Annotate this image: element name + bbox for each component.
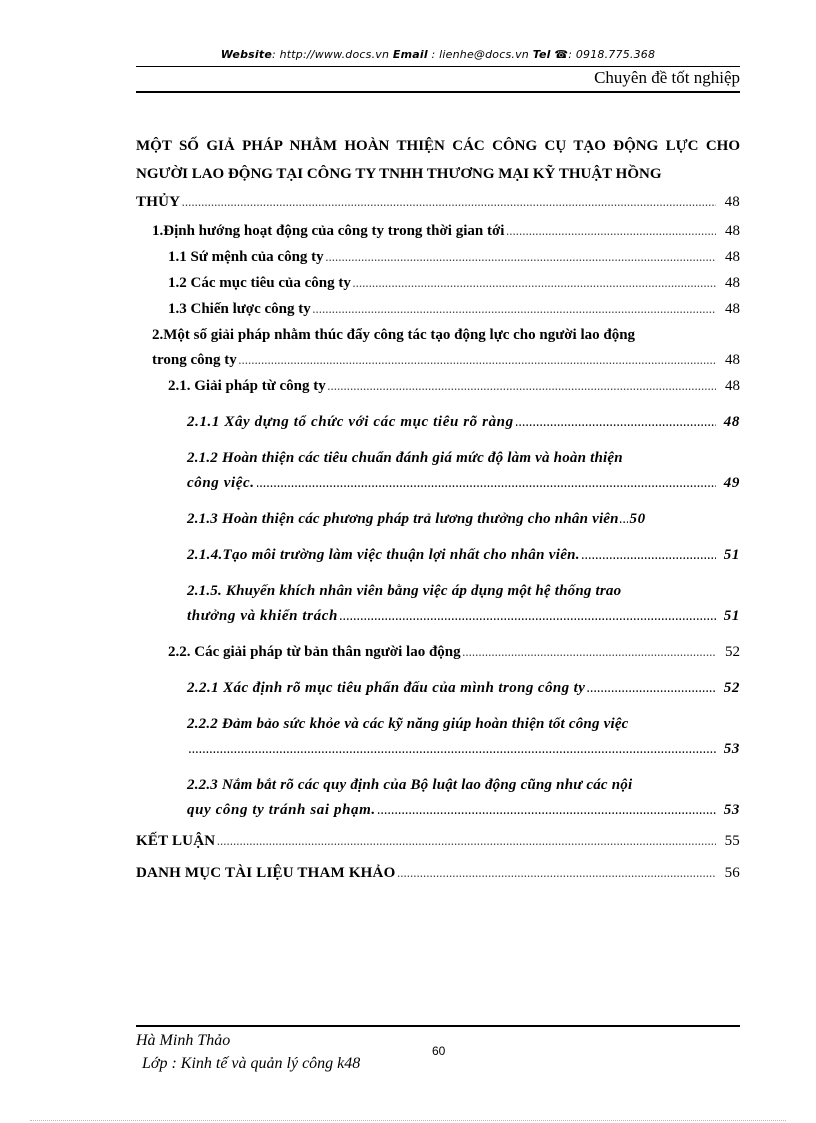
toc-page-number: 52 <box>725 644 740 660</box>
toc-entry-label: 2.1.4.Tạo môi trường làm việc thuận lợi nhất cho nhân viên. <box>187 547 580 563</box>
toc-entry-label: 1.Định hướng hoạt động của công ty trong thời gian tới <box>152 223 505 239</box>
toc-page-number: 55 <box>724 833 740 849</box>
leader-dots <box>353 272 716 297</box>
toc-entry-label-continued: trong công ty <box>152 352 237 368</box>
toc-entry-section-2-2-1[interactable] <box>136 676 740 702</box>
email-label: Email <box>392 48 428 61</box>
toc-entry-label: 1.1 Sứ mệnh của công ty <box>168 249 324 265</box>
toc-page-number: 48 <box>725 352 740 368</box>
toc-page-number: 48 <box>723 414 740 430</box>
toc-entry-label: 2.1.2 Hoàn thiện các tiêu chuẩn đánh giá mức độ làm và hoàn thiện <box>187 450 623 466</box>
phone-icon: ☎ <box>554 48 569 61</box>
toc-page-number: 52 <box>723 680 740 696</box>
toc-entry-section-2[interactable] <box>136 323 740 374</box>
toc-entry-label: 1.2 Các mục tiêu của công ty <box>168 275 351 291</box>
page-bottom-border <box>30 1120 786 1121</box>
leader-dots <box>463 641 716 666</box>
toc-main-title-last: THỦY <box>136 194 181 210</box>
toc-page-number: 56 <box>724 865 740 881</box>
leader-dots <box>620 508 628 533</box>
toc-page-number: 50 <box>629 511 646 527</box>
toc-entry-label-continued: quy công ty tránh sai phạm. <box>187 802 376 818</box>
toc-entry-section-2-1-3[interactable] <box>136 507 740 533</box>
toc-page-number: 51 <box>723 608 740 624</box>
toc-page-number: 53 <box>723 802 740 818</box>
toc-entry-section-1[interactable] <box>136 219 740 245</box>
toc-entry-label-continued: công việc. <box>187 475 255 491</box>
toc-entry-conclusion[interactable] <box>136 826 740 857</box>
leader-dots <box>582 544 716 569</box>
email-value: : lienhe@docs.vn <box>431 48 529 61</box>
leader-dots <box>257 472 716 497</box>
toc-entry-section-2-1-2[interactable] <box>136 446 740 497</box>
toc-entry-label: KẾT LUẬN <box>136 833 216 849</box>
toc-entry-label: 2.1.3 Hoàn thiện các phương pháp trả lương thưởng cho nhân viên <box>187 511 619 527</box>
toc-entry-label: 2.Một số giải pháp nhằm thúc đẩy công tác tạo động lực cho người lao động <box>152 327 636 343</box>
website-value: : http://www.docs.vn <box>272 48 390 61</box>
leader-dots <box>506 220 716 245</box>
leader-dots <box>239 349 716 374</box>
leader-dots <box>397 858 716 890</box>
footer-author: Hà Minh Thảo <box>136 1032 231 1049</box>
toc-entry-section-2-2[interactable] <box>136 640 740 666</box>
leader-dots <box>587 677 716 702</box>
toc-page-number: 49 <box>723 475 740 491</box>
toc-entry-section-2-2-3[interactable] <box>136 773 740 824</box>
tel-value: : 0918.775.368 <box>568 48 656 61</box>
toc-page-number: 51 <box>723 547 740 563</box>
document-type: Chuyên đề tốt nghiệp <box>594 68 740 87</box>
toc-entry-label-continued: thưởng và khiển trách <box>187 608 338 624</box>
leader-dots <box>378 799 716 824</box>
toc-entry-label: 1.3 Chiến lược công ty <box>168 301 311 317</box>
toc-page-number: 53 <box>723 741 740 757</box>
toc-page-number: 48 <box>724 194 740 210</box>
tel-label: Tel <box>532 48 551 61</box>
toc-page-number: 48 <box>725 378 740 394</box>
toc-page-number: 48 <box>725 249 740 265</box>
leader-dots <box>340 605 716 630</box>
toc-entry-section-2-1-1[interactable] <box>136 410 740 436</box>
toc-entry-label: 2.2.1 Xác định rõ mục tiêu phấn đấu của mình trong công ty <box>187 680 586 696</box>
toc-main-title-text: MỘT SỐ GIẢ PHÁP NHẰM HOÀN THIỆN CÁC CÔNG CỤ TẠO ĐỘNG LỰC CHO NGƯỜI LAO ĐỘNG TẠI CÔNG TY TNHH THƯƠNG MẠI KỸ THUẬT HỒNG <box>136 138 740 182</box>
toc-entry-section-1-3[interactable] <box>136 297 740 323</box>
header-divider-thin <box>136 66 740 67</box>
toc-page-number: 48 <box>725 223 740 239</box>
footer-divider <box>136 1025 740 1027</box>
toc-entry-label: 2.1.5. Khuyến khích nhân viên bằng việc áp dụng một hệ thống trao <box>187 583 622 599</box>
leader-dots <box>516 411 716 436</box>
toc-page-number: 48 <box>725 275 740 291</box>
leader-dots <box>313 298 716 323</box>
toc-entry-label: DANH MỤC TÀI LIỆU THAM KHẢO <box>136 865 396 881</box>
leader-dots <box>326 246 716 271</box>
table-of-contents <box>136 132 740 890</box>
leader-dots <box>182 189 716 217</box>
toc-entry-section-2-1[interactable] <box>136 374 740 400</box>
toc-entry-references[interactable] <box>136 857 740 890</box>
toc-entry-section-2-2-2[interactable] <box>136 712 740 763</box>
leader-dots <box>189 738 716 763</box>
toc-entry-label: 2.1.1 Xây dựng tổ chức với các mục tiêu rõ ràng <box>187 414 514 430</box>
header-contact-line <box>136 48 740 61</box>
toc-entry-label: 2.1. Giải pháp từ công ty <box>168 378 326 394</box>
toc-entry-label: 2.2. Các giải pháp từ bản thân người lao động <box>168 644 461 660</box>
toc-entry-label: 2.2.2 Đảm bảo sức khỏe và các kỹ năng giúp hoàn thiện tốt công việc <box>187 716 629 732</box>
toc-entry-section-1-1[interactable] <box>136 245 740 271</box>
footer-class-info: Lớp : Kinh tế và quản lý công k48 <box>142 1055 361 1072</box>
toc-entry-section-2-1-5[interactable] <box>136 579 740 630</box>
website-label: Website <box>220 48 272 61</box>
toc-entry-main-title[interactable] <box>136 132 740 217</box>
leader-dots <box>328 375 716 400</box>
toc-entry-section-1-2[interactable] <box>136 271 740 297</box>
leader-dots <box>217 827 716 857</box>
toc-entry-section-2-1-4[interactable] <box>136 543 740 569</box>
toc-page-number: 48 <box>725 301 740 317</box>
page-number: 60 <box>432 1044 446 1058</box>
header-divider-thick <box>136 91 740 93</box>
toc-entry-label: 2.2.3 Nắm bắt rõ các quy định của Bộ luật lao động cũng như các nội <box>187 777 633 793</box>
